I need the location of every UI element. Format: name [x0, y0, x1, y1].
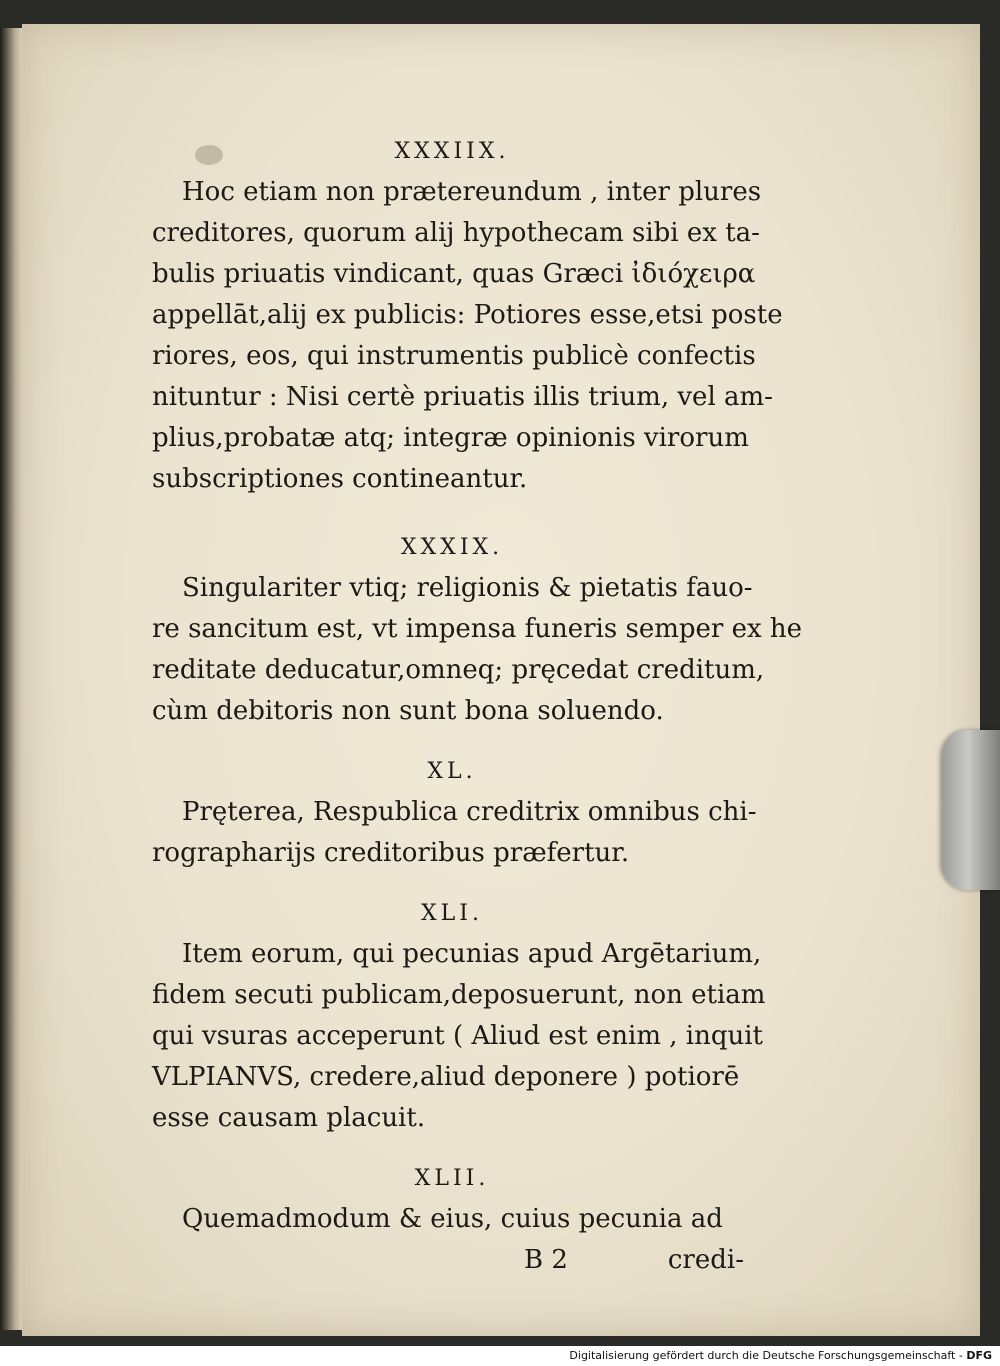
text-line: VLPIANVS, credere,aliud deponere ) potiorē [152, 1062, 740, 1092]
page-clip-tab [942, 730, 1000, 890]
page-footer [152, 1240, 752, 1280]
text-line: reditate deducatur,omneq; pręcedat creditum, [152, 655, 765, 685]
text-line: Hoc etiam non prætereundum , inter plures [182, 177, 762, 207]
text-line: esse causam placuit. [152, 1103, 426, 1133]
text-line: nituntur : Nisi certè priuatis illis trium, vel am- [152, 382, 773, 412]
section-paragraph [152, 934, 766, 1139]
text-line: Quemadmodum & eius, cuius pecunia ad [182, 1204, 723, 1234]
signature-mark: B 2 [523, 1245, 568, 1275]
section-numeral: XXXIX. [400, 535, 504, 560]
section-numeral: XXXIIX. [394, 139, 510, 164]
section-paragraph [152, 568, 803, 732]
section-numeral: XL. [427, 759, 477, 784]
text-line: cùm debitoris non sunt bona soluendo. [152, 696, 664, 726]
text-line: rographarijs creditoribus præfertur. [152, 838, 630, 868]
text-line: re sancitum est, vt impensa funeris semper ex he [152, 614, 803, 644]
section-paragraph [152, 172, 783, 500]
section-numeral: XLI. [421, 901, 483, 926]
text-line: Pręterea, Respublica creditrix omnibus chi- [182, 797, 757, 827]
text-line: qui vsuras acceperunt ( Aliud est enim , inquit [152, 1021, 763, 1051]
text-line: riores, eos, qui instrumentis publicè confectis [152, 341, 756, 371]
text-line: fidem secuti publicam,deposuerunt, non etiam [152, 980, 766, 1010]
section-paragraph [152, 1199, 752, 1240]
book-spine [0, 28, 22, 1330]
text-line: creditores, quorum alij hypothecam sibi ex ta- [152, 218, 760, 248]
section-numeral: XLII. [414, 1166, 490, 1191]
catchword: credi- [667, 1245, 744, 1275]
text-line: Singulariter vtiq; religionis & pietatis fauo- [182, 573, 753, 603]
section-paragraph [152, 792, 757, 874]
text-line: plius,probatæ atq; integræ opinionis virorum [152, 423, 749, 453]
text-line: appellāt,alij ex publicis: Potiores esse,etsi poste [152, 300, 783, 330]
dfg-logo: DFG [966, 1349, 992, 1362]
text-line: subscriptiones contineantur. [152, 464, 528, 494]
text-line: bulis priuatis vindicant, quas Græci ἰδιόχειρα [152, 259, 756, 289]
page-text [152, 132, 803, 1280]
text-line: Item eorum, qui pecunias apud Argētarium, [182, 939, 762, 969]
credit-text: Digitalisierung gefördert durch die Deutsche Forschungsgemeinschaft - [569, 1349, 963, 1362]
funding-credit [569, 1349, 992, 1362]
